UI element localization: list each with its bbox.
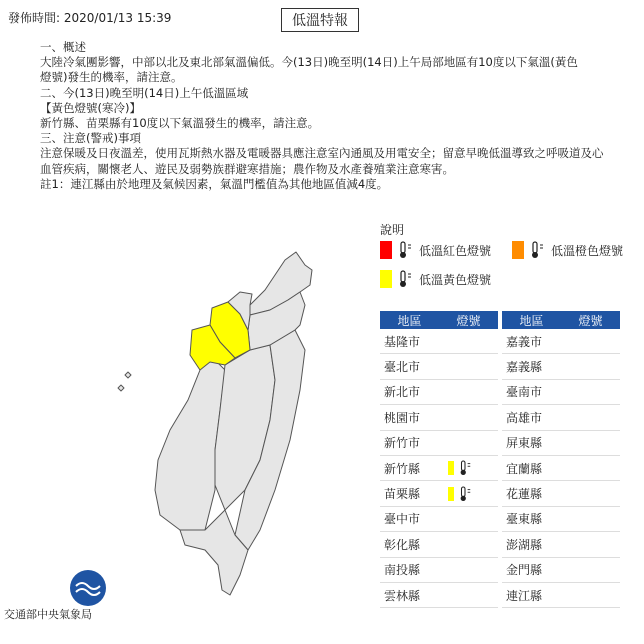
region-name: 宜蘭縣 [506, 461, 543, 476]
legend-yellow-label: 低溫黃色燈號 [419, 272, 492, 287]
legend-heading: 說明 [380, 223, 405, 237]
issue-time-value: 2020/01/13 15:39 [63, 11, 172, 25]
map-island-small [125, 372, 131, 378]
signal-cell [448, 486, 472, 502]
section-line: 【黃色燈號(寒冷)】 [40, 100, 141, 115]
region-name: 嘉義縣 [506, 360, 543, 375]
section-line: 三、注意(警戒)事項 [40, 131, 141, 146]
table-row [380, 431, 498, 456]
table-row [502, 329, 620, 354]
legend-orange [512, 241, 623, 259]
region-table-left [380, 311, 498, 608]
region-name: 桃園市 [384, 410, 421, 425]
table-row [502, 558, 620, 583]
region-name: 花蓮縣 [506, 487, 543, 502]
section-line: 血管疾病，關懷老人、遊民及弱勢族群避寒措施；農作物及水產養殖業注意寒害。 [40, 161, 454, 176]
legend-yellow [380, 270, 491, 288]
table-row [380, 481, 498, 506]
thermometer-icon [458, 486, 472, 502]
issue-time [8, 9, 171, 26]
region-name: 嘉義市 [506, 334, 543, 349]
col-signal: 燈號 [578, 313, 603, 328]
red-swatch [380, 241, 392, 259]
yellow-swatch [380, 270, 392, 288]
taiwan-map [100, 230, 350, 610]
region-name: 雲林縣 [384, 588, 421, 603]
legend-red [380, 241, 491, 259]
region-name: 臺中市 [384, 512, 421, 527]
cwb-logo [68, 568, 108, 608]
table-row [502, 507, 620, 532]
agency-name: 交通部中央氣象局 [4, 608, 92, 621]
table-row [502, 481, 620, 506]
region-name: 澎湖縣 [506, 537, 543, 552]
table-row [380, 583, 498, 608]
section-line: 大陸冷氣團影響，中部以北及東北部氣溫偏低。今(13日)晚至明(14日)上午局部地區有10度以下氣溫(黃色 [40, 55, 578, 70]
region-name: 新北市 [384, 385, 421, 400]
table-row [380, 456, 498, 481]
map-outline-central-west [155, 350, 225, 530]
table-row [502, 380, 620, 405]
table-row [502, 354, 620, 379]
section-line: 一、概述 [40, 40, 86, 54]
section-line: 注意保暖及日夜溫差，使用瓦斯熱水器及電暖器具應注意室內通風及用電安全；留意早晚低溫導致之呼吸道及心 [40, 146, 604, 161]
section-line: 燈號)發生的機率，請注意。 [40, 70, 183, 85]
table-row [380, 532, 498, 557]
region-name: 臺東縣 [506, 512, 543, 527]
table-row [502, 583, 620, 608]
table-header [502, 311, 620, 329]
region-table-right [502, 311, 620, 608]
region-name: 南投縣 [384, 563, 421, 578]
signal-cell [448, 460, 472, 476]
col-region: 地區 [397, 313, 422, 328]
region-name: 連江縣 [506, 588, 543, 603]
thermometer-icon [397, 270, 413, 288]
map-island-small [118, 385, 124, 391]
yellow-signal [448, 461, 454, 475]
table-row [502, 456, 620, 481]
region-name: 苗栗縣 [384, 487, 421, 502]
section-line: 註1：連江縣由於地理及氣候因素，氣溫門檻值為其他地區值減4度。 [40, 176, 389, 191]
region-name: 基隆市 [384, 334, 421, 349]
orange-swatch [512, 241, 524, 259]
table-row [502, 532, 620, 557]
thermometer-icon [458, 460, 472, 476]
table-row [380, 354, 498, 379]
section-line: 新竹縣、苗栗縣有10度以下氣溫發生的機率，請注意。 [40, 116, 320, 131]
table-row [380, 507, 498, 532]
table-row [380, 558, 498, 583]
region-name: 彰化縣 [384, 537, 421, 552]
region-name: 金門縣 [506, 563, 543, 578]
table-row [502, 405, 620, 430]
thermometer-icon [397, 241, 413, 259]
region-name: 屏東縣 [506, 436, 543, 451]
table-row [502, 431, 620, 456]
region-name: 新竹市 [384, 436, 421, 451]
region-name: 臺北市 [384, 360, 421, 375]
section-line: 二、今(13日)晚至明(14日)上午低溫區域 [40, 85, 249, 100]
thermometer-icon [529, 241, 545, 259]
region-name: 高雄市 [506, 410, 543, 425]
region-name: 新竹縣 [384, 461, 421, 476]
legend-orange-label: 低溫橙色燈號 [551, 243, 624, 258]
region-name: 臺南市 [506, 385, 543, 400]
report-body [40, 40, 630, 192]
col-signal: 燈號 [456, 313, 481, 328]
table-header [380, 311, 498, 329]
page-title: 低溫特報 [281, 8, 359, 32]
issue-time-label: 發佈時間: [8, 11, 61, 25]
yellow-signal [448, 487, 454, 501]
table-row [380, 405, 498, 430]
legend-red-label: 低溫紅色燈號 [419, 243, 492, 258]
table-row [380, 380, 498, 405]
col-region: 地區 [519, 313, 544, 328]
table-row [380, 329, 498, 354]
